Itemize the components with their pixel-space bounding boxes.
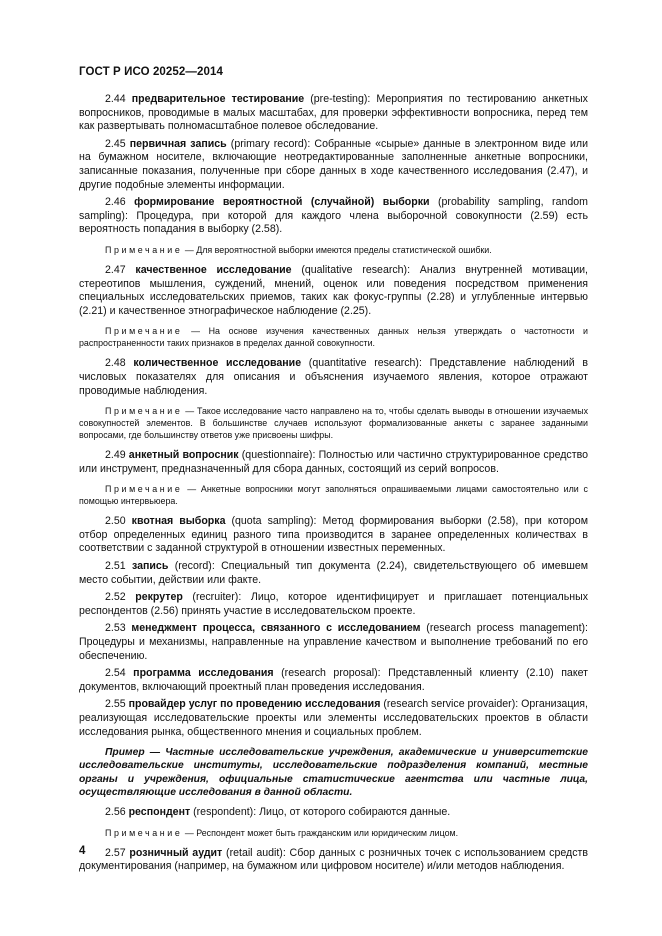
entry-2-49: 2.49 анкетный вопросник (questionnaire): Полностью или частично структурированное средство или инструмент, предназначенный для сбора данных, состоящий из серий вопросов. <box>79 449 588 475</box>
entry-2-51: 2.51 запись (record): Специальный тип документа (2.24), свидетельствующего об имевшем место событии, действии или факте. <box>79 560 588 586</box>
note-2-48: Примечание — Такое исследование часто направлено на то, чтобы сделать выводы в отношении изучаемых совокупностей элементов. В большинстве случаев используют формализованные анкеты с заранее заданными вопросами, где большинству ответов уже присвоены шифры. <box>79 406 589 441</box>
entry-2-55: 2.55 провайдер услуг по проведению исследования (research service provaider): Организация, реализующая исследовательские проекты или элементы исследовательских проектов в области исследования рынка, общественного мнения и социальных проблем. <box>79 698 588 738</box>
note-2-47: Примечание — На основе изучения качественных данных нельзя утверждать о частотности и распространенности таких признаков в пределах данной совокупности. <box>79 326 588 349</box>
entry-2-56: 2.56 респондент (respondent): Лицо, от которого собираются данные. <box>105 806 451 818</box>
example-2-55: Пример — Частные исследовательские учреждения, академические и университетские исследовательские институты, исследовательские подразделения компаний, местные органы и учреждения, официальные статистические агентства или частные лица, осуществляющие исследования в данной области. <box>79 747 588 798</box>
entry-2-57: 2.57 розничный аудит (retail audit): Сбор данных с розничных точек с использованием средств документирования (например, на бумажном или цифровом носителе) и/или методов наблюдения. <box>79 846 588 873</box>
note-2-56: Примечание — Респондент может быть гражданским или юридическим лицом. <box>105 827 459 838</box>
entry-2-44: 2.44 предварительное тестирование (pre-testing): Мероприятия по тестированию анкетных вопросников, проводимые в малых масштабах, для проверки эффективности вопросника, перед тем как развертывать полномасштабное полевое обследование. <box>79 93 588 133</box>
entry-2-50: 2.50 квотная выборка (quota sampling): Метод формирования выборки (2.58), при котором отбор определенных единиц разного типа производится в заранее определенных количествах в соответствии с заданной структурой в отношении известных переменных. <box>79 515 588 555</box>
note-2-49: Примечание — Анкетные вопросники могут заполняться опрашиваемыми лицами самостоятельно или с помощью интервьюера. <box>79 484 588 507</box>
document-header: ГОСТ Р ИСО 20252—2014 <box>79 66 224 78</box>
page-number: 4 <box>79 845 86 857</box>
note-2-46: Примечание — Для вероятностной выборки имеются пределы статистической ошибки. <box>105 244 492 255</box>
entry-2-53: 2.53 менеджмент процесса, связанного с исследованием (research process management): Процедуры и механизмы, направленные на управление качеством и выполнение требований по его обеспечению. <box>79 622 588 662</box>
entry-2-47: 2.47 качественное исследование (qualitative research): Анализ внутренней мотивации, стереотипов мышления, суждений, мнений, оценок или поведения посредством применения специальных исследовательских приемов, таких как фокус-группы (2.28) и углубленные интервью (2.21) и качественное этнографическое наблюдение (2.25). <box>79 263 588 317</box>
entry-2-48: 2.48 количественное исследование (quantitative research): Представление наблюдений в числовых показателях для описания и объяснения изучаемого явления, которое отражают проводимые наблюдения. <box>79 357 588 397</box>
entry-2-45: 2.45 первичная запись (primary record): Собранные «сырые» данные в электронном виде или на бумажном носителе, включающие неотредактированные заполненные анкетные вопросники, записанные показания, полученные при сборе данных в ходе качественного исследования (2.47), и другие подобные элементы информации. <box>79 137 588 191</box>
entry-2-54: 2.54 программа исследования (research proposal): Представленный клиенту (2.10) пакет документов, включающий проектный план проведения исследования. <box>79 667 588 693</box>
document-body <box>79 93 588 878</box>
entry-2-46: 2.46 формирование вероятностной (случайной) выборки (probability sampling, random sampling): Процедура, при которой для каждого члена выборочной совокупности (2.59) есть вероятность попадания в выборку (2.58). <box>79 196 588 236</box>
entry-2-52: 2.52 рекрутер (recruiter): Лицо, которое идентифицирует и приглашает потенциальных респондентов (2.56) принять участие в исследовательском проекте. <box>79 591 588 617</box>
